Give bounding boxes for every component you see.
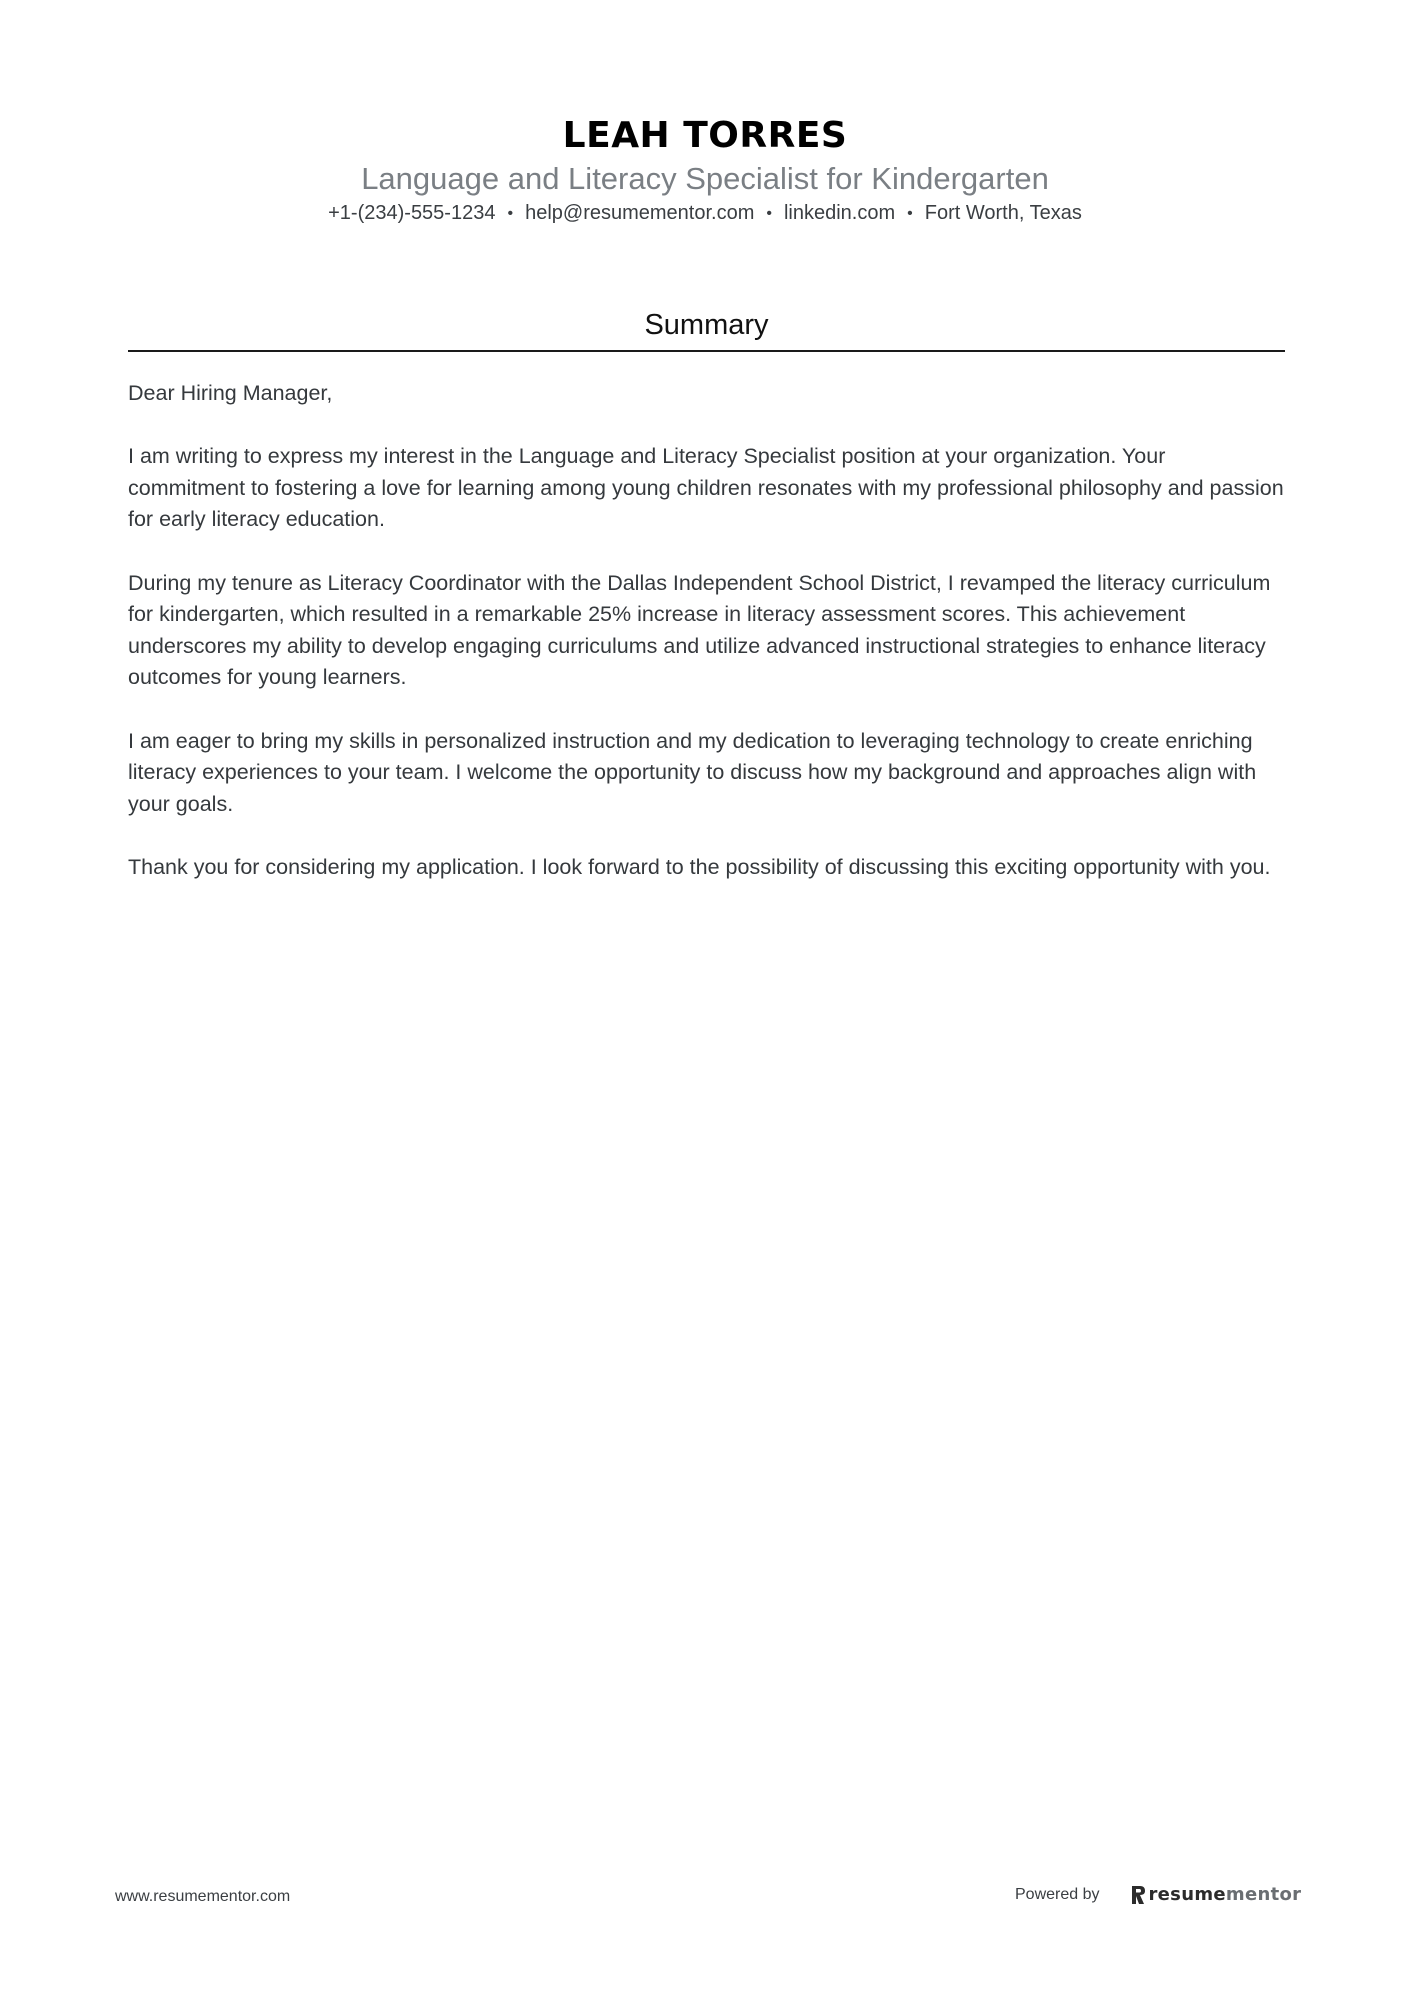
summary-heading: Summary bbox=[128, 306, 1285, 352]
candidate-name: LEAH TORRES bbox=[562, 115, 848, 156]
summary-paragraph: During my tenure as Literacy Coordinator with the Dallas Independent School District, I revamped the literacy curriculum for kindergarten, which resulted in a remarkable 25% increase in literacy assessment scores. This achievement underscores my ability to develop engaging curriculums and utilize advanced instructional strategies to enhance literacy outcomes for young learners. bbox=[128, 570, 1271, 690]
brand-wordmark-bold: resume bbox=[1148, 1884, 1226, 1905]
contact-location: Fort Worth, Texas bbox=[924, 202, 1082, 224]
contact-separator: • bbox=[766, 205, 772, 222]
footer-branding bbox=[1015, 1884, 1301, 1905]
summary-paragraph: I am writing to express my interest in the Language and Literacy Specialist position at your organization. Your commitment to fostering a love for learning among young children resonates with my professional philosophy and passion for early literacy education. bbox=[128, 444, 1284, 532]
contact-line bbox=[0, 198, 1410, 230]
brand-logo[interactable] bbox=[1130, 1884, 1302, 1905]
brand-wordmark bbox=[1149, 1884, 1302, 1905]
footer-website[interactable]: www.resumementor.com bbox=[115, 1888, 291, 1905]
summary-paragraph: Thank you for considering my application. I look forward to the possibility of discussing this exciting opportunity with you. bbox=[128, 854, 1271, 879]
candidate-title: Language and Literacy Specialist for Kindergarten bbox=[361, 161, 1049, 196]
contact-phone: +1-(234)-555-1234 bbox=[328, 202, 496, 224]
contact-email[interactable]: help@resumementor.com bbox=[525, 202, 755, 224]
brand-wordmark-light: mentor bbox=[1225, 1884, 1302, 1905]
resumementor-logo-icon bbox=[1130, 1885, 1146, 1905]
contact-separator: • bbox=[507, 205, 514, 222]
contact-linkedin[interactable]: linkedin.com bbox=[783, 202, 896, 224]
summary-body bbox=[128, 378, 1288, 915]
powered-by-label: Powered by bbox=[1015, 1885, 1100, 1903]
contact-separator: • bbox=[907, 205, 913, 222]
salutation: Dear Hiring Manager, bbox=[128, 381, 333, 405]
summary-paragraph: I am eager to bring my skills in personalized instruction and my dedication to leveraging technology to create enriching literacy experiences to your team. I welcome the opportunity to discuss how my background and approaches align with your goals. bbox=[128, 728, 1257, 816]
resume-header bbox=[0, 112, 1410, 230]
